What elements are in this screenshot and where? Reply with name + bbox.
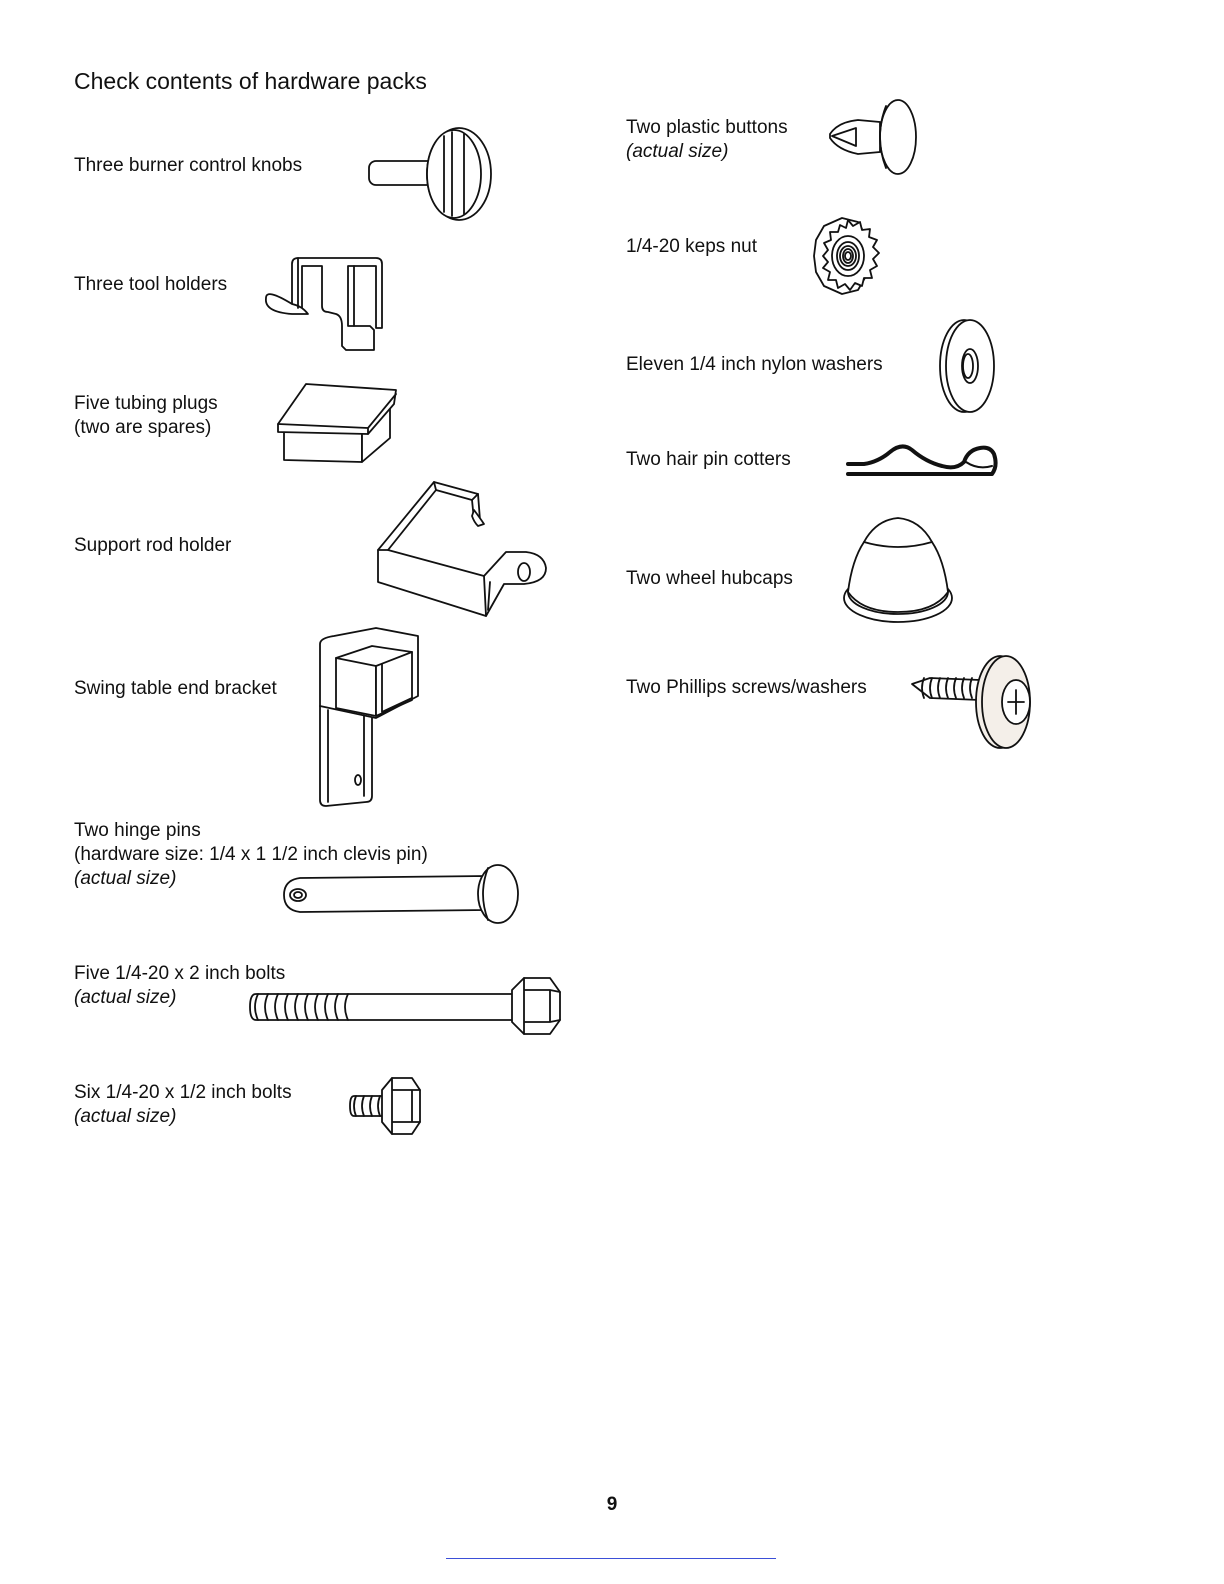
- page-title: Check contents of hardware packs: [74, 68, 427, 94]
- page-number: 9: [606, 1494, 618, 1515]
- half-inch-bolt-illustration: [348, 1076, 424, 1136]
- hair-pin-cotter-illustration: [844, 440, 1000, 478]
- item-sublabel: (two are spares): [74, 417, 212, 438]
- burner-knob-illustration: [368, 126, 494, 222]
- item-label: 1/4-20 keps nut: [626, 236, 757, 257]
- item-label: Five tubing plugs: [74, 393, 218, 414]
- item-plastic-buttons: [626, 116, 788, 164]
- item-tubing-plugs: [74, 392, 218, 440]
- support-rod-holder-illustration: [376, 480, 552, 618]
- item-label: Two Phillips screws/washers: [626, 677, 867, 698]
- item-label: Support rod holder: [74, 535, 232, 556]
- item-note: (actual size): [74, 987, 177, 1008]
- item-wheel-hubcaps: [626, 567, 793, 591]
- wheel-hubcap-illustration: [842, 516, 956, 624]
- hinge-pin-illustration: [282, 864, 522, 926]
- item-label: Two plastic buttons: [626, 117, 788, 138]
- item-label: Swing table end bracket: [74, 678, 277, 699]
- item-swing-table-bracket: [74, 677, 277, 701]
- tubing-plug-illustration: [276, 380, 400, 464]
- plastic-button-illustration: [828, 98, 920, 176]
- nylon-washer-illustration: [938, 318, 998, 414]
- two-inch-bolt-illustration: [248, 976, 564, 1038]
- item-label: Two hinge pins: [74, 820, 201, 841]
- item-half-inch-bolts: [74, 1081, 292, 1129]
- item-label: Three tool holders: [74, 274, 228, 295]
- item-note: (actual size): [74, 1106, 177, 1127]
- footer-divider: [446, 1558, 776, 1559]
- item-label: Eleven 1/4 inch nylon washers: [626, 354, 883, 375]
- item-hair-pin-cotters: [626, 448, 791, 472]
- item-keps-nut: [626, 235, 757, 259]
- item-note: (actual size): [626, 141, 729, 162]
- item-support-rod-holder: [74, 534, 231, 558]
- swing-table-bracket-illustration: [316, 626, 424, 808]
- tool-holder-illustration: [262, 256, 384, 354]
- item-label: Two hair pin cotters: [626, 449, 791, 470]
- item-label: Three burner control knobs: [74, 155, 303, 176]
- item-burner-knobs: [74, 154, 302, 178]
- item-label: Five 1/4-20 x 2 inch bolts: [74, 963, 286, 984]
- phillips-screw-illustration: [910, 654, 1036, 750]
- item-nylon-washers: [626, 353, 883, 377]
- item-tool-holders: [74, 273, 227, 297]
- item-label: Six 1/4-20 x 1/2 inch bolts: [74, 1082, 292, 1103]
- item-sublabel: (hardware size: 1/4 x 1 1/2 inch clevis pin): [74, 844, 428, 865]
- item-phillips-screws: [626, 676, 867, 700]
- keps-nut-illustration: [812, 216, 878, 296]
- item-note: (actual size): [74, 868, 177, 889]
- item-label: Two wheel hubcaps: [626, 568, 793, 589]
